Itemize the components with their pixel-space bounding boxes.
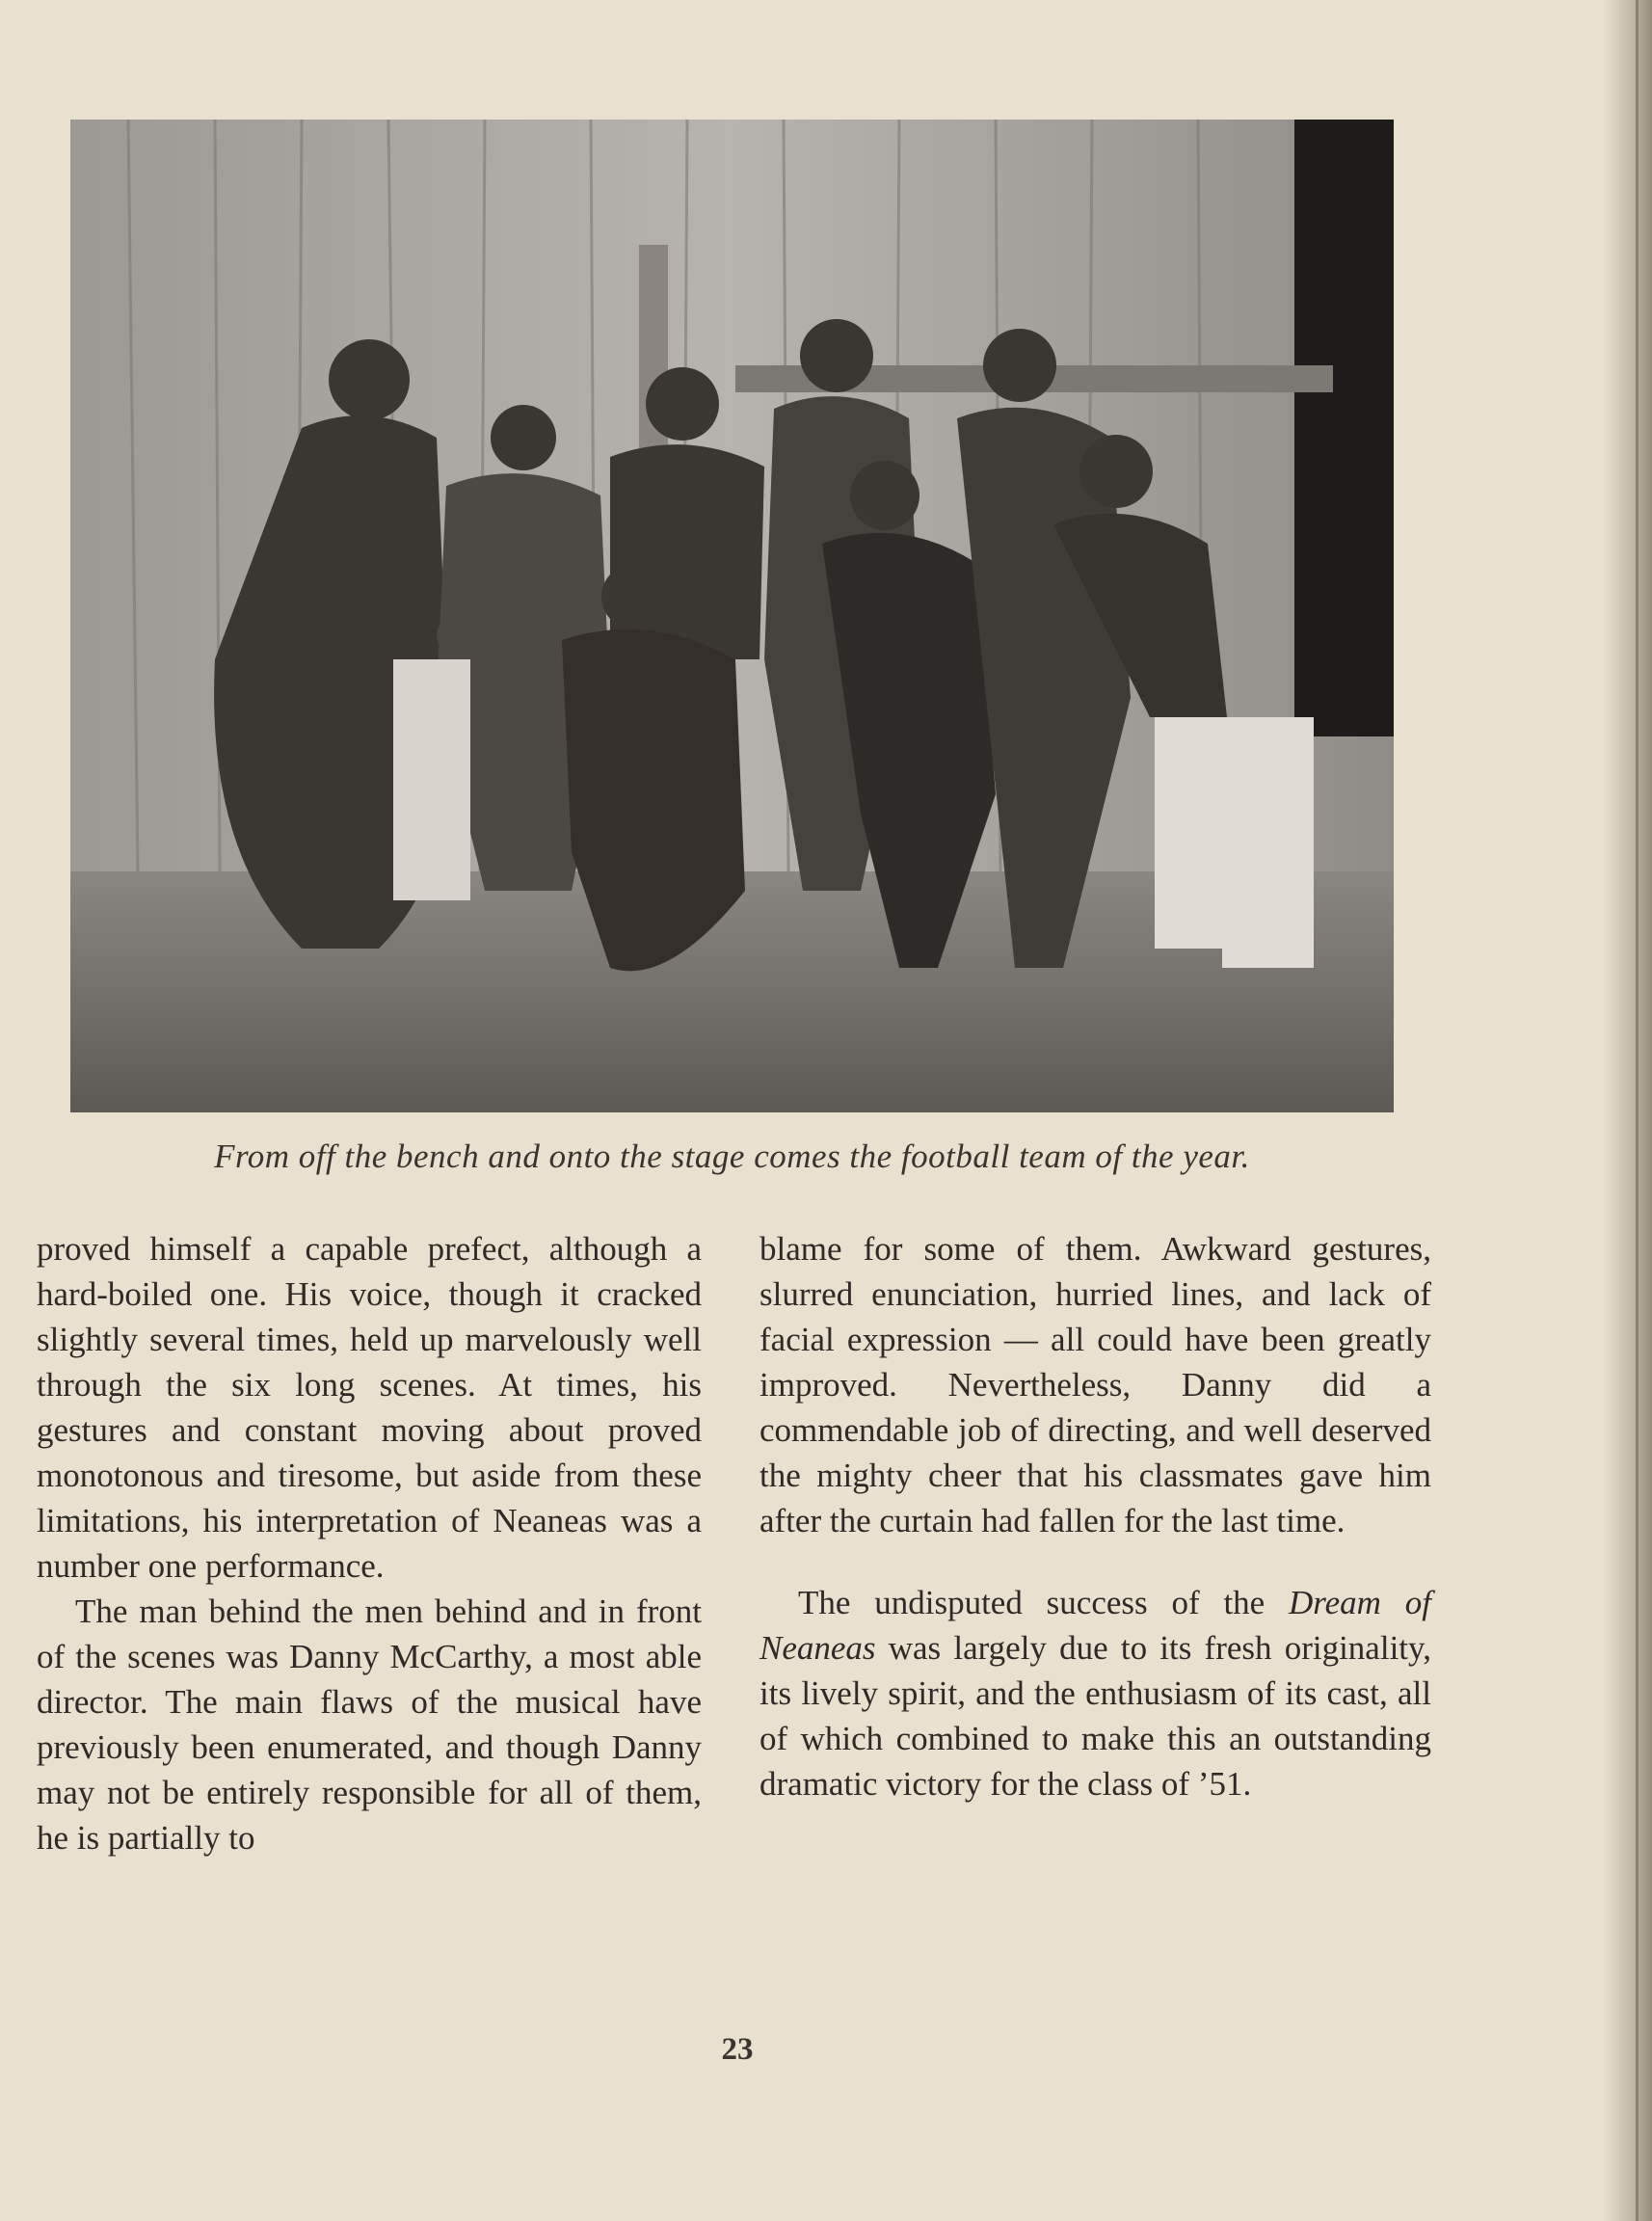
text-column-right — [759, 1226, 1431, 1806]
page-number: 23 — [721, 2032, 754, 2067]
play-title: Dream of Neaneas — [759, 1584, 1431, 1667]
paragraph-text: was largely due to its fresh originality, its lively spirit, and the enthusiasm of its cast, all of which combined to make this an outstanding dramatic victory for the class of ’51. — [759, 1629, 1431, 1803]
stage-photograph — [70, 120, 1394, 1112]
paragraph: proved himself a capable prefect, although a hard-boiled one. His voice, though it cracked slightly several times, held up marvelously well through the six long scenes. At times, his gestures and constant moving about proved monotonous and tiresome, but aside from these limitations, his interpretation of Neaneas was a number one performance. — [37, 1230, 702, 1585]
page-gutter-shadow — [1604, 0, 1652, 2221]
text-column-left — [37, 1226, 702, 1860]
photograph-icon — [70, 120, 1394, 1112]
paragraph: The man behind the men behind and in front of the scenes was Danny McCarthy, a most able director. The main flaws of the musical have previously been enumerated, and though Danny may not be entirely responsible for all of them, he is partially to — [37, 1592, 702, 1857]
paragraph-text: The undisputed success of the — [798, 1584, 1290, 1621]
page-edge — [1636, 0, 1639, 2221]
paragraph — [759, 1580, 1431, 1806]
photo-caption: From off the bench and onto the stage comes the football team of the year. — [214, 1137, 1250, 1175]
paragraph: blame for some of them. Awkward gestures, slurred enunciation, hurried lines, and lack of facial expression — all could have been greatly improved. Nevertheless, Danny did a commendable job of directing, and well deserved the mighty cheer that his classmates gave him after the curtain had fallen for the last time. — [759, 1230, 1431, 1539]
